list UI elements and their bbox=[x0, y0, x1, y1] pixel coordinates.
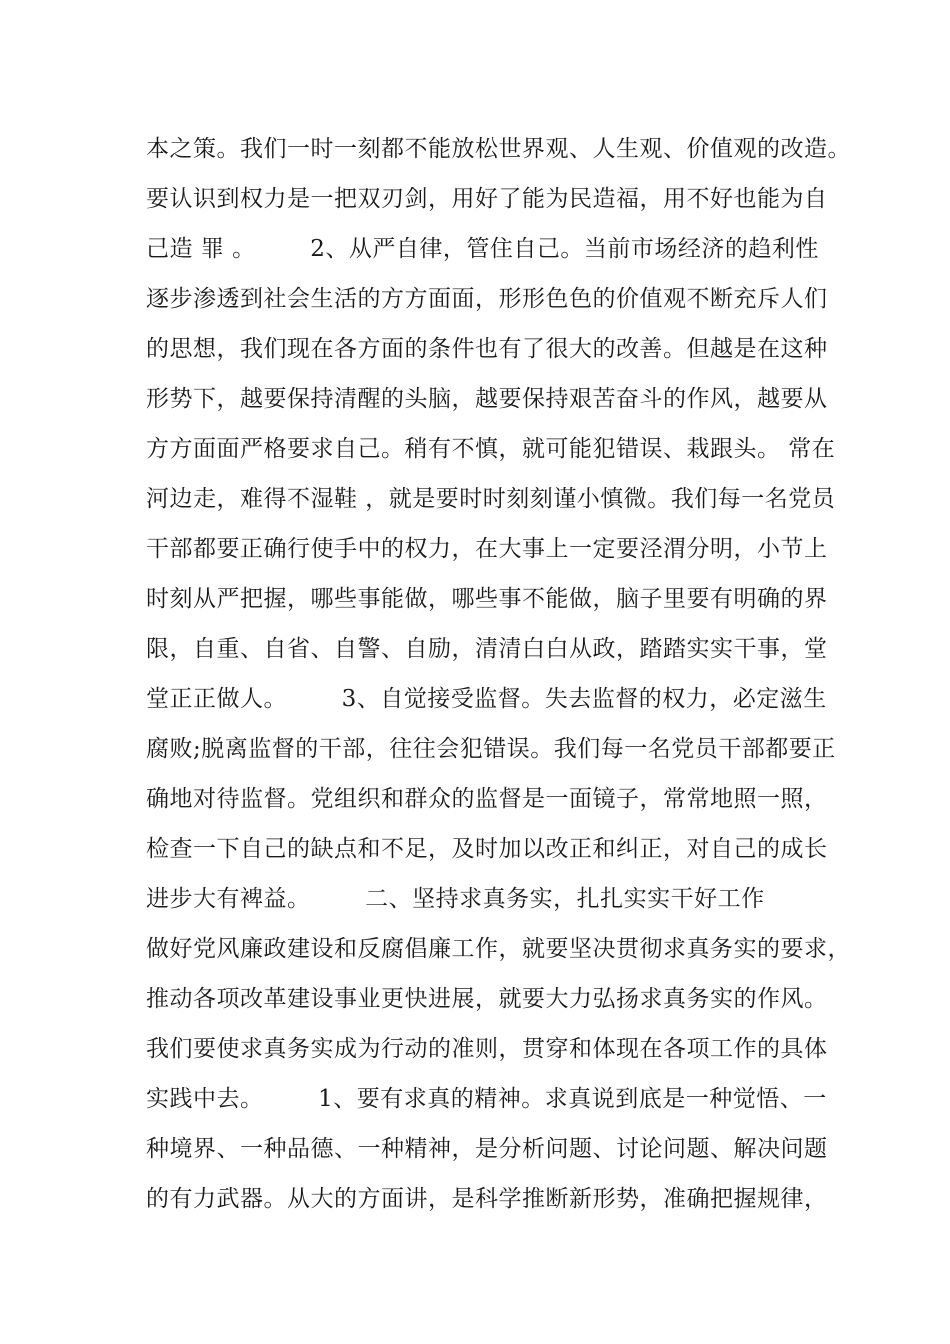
text-line: 形势下，越要保持清醒的头脑，越要保持艰苦奋斗的作风，越要从 bbox=[146, 386, 828, 412]
text-line: 实践中去。 1、要有求真的精神。求真说到底是一种觉悟、一 bbox=[146, 1086, 827, 1112]
text-line: 进步大有裨益。 二、坚持求真务实，扎扎实实干好工作 bbox=[146, 886, 765, 912]
text-line: 的思想，我们现在各方面的条件也有了很大的改善。但越是在这种 bbox=[146, 336, 828, 362]
text-line: 检查一下自己的缺点和不足，及时加以改正和纠正，对自己的成长 bbox=[146, 836, 828, 862]
text-line: 方方面面严格要求自己。稍有不慎，就可能犯错误、栽跟头。 常在 bbox=[146, 436, 836, 462]
text-line: 本之策。我们一时一刻都不能放松世界观、人生观、价值观的改造。 bbox=[146, 136, 851, 162]
text-line: 确地对待监督。党组织和群众的监督是一面镜子，常常地照一照， bbox=[146, 786, 828, 812]
text-line: 时刻从严把握，哪些事能做，哪些事不能做，脑子里要有明确的界 bbox=[146, 586, 828, 612]
text-line: 逐步渗透到社会生活的方方面面，形形色色的价值观不断充斥人们 bbox=[146, 286, 828, 312]
text-line: 腐败;脱离监督的干部，往往会犯错误。我们每一名党员干部都要正 bbox=[146, 736, 836, 762]
text-line: 做好党风廉政建设和反腐倡廉工作，就要坚决贯彻求真务实的要求， bbox=[146, 936, 851, 962]
body-text bbox=[146, 124, 851, 1224]
text-line: 限，自重、自省、自警、自励，清清白白从政，踏踏实实干事，堂 bbox=[146, 636, 828, 662]
text-line: 要认识到权力是一把双刃剑，用好了能为民造福，用不好也能为自 bbox=[146, 186, 828, 212]
text-line: 堂正正做人。 3、自觉接受监督。失去监督的权力，必定滋生 bbox=[146, 686, 827, 712]
text-line: 干部都要正确行使手中的权力，在大事上一定要泾渭分明，小节上 bbox=[146, 536, 828, 562]
text-line: 我们要使求真务实成为行动的准则，贯穿和体现在各项工作的具体 bbox=[146, 1036, 828, 1062]
text-line: 推动各项改革建设事业更快进展，就要大力弘扬求真务实的作风。 bbox=[146, 986, 828, 1012]
text-line: 的有力武器。从大的方面讲，是科学推断新形势，准确把握规律， bbox=[146, 1186, 828, 1212]
text-line: 种境界、一种品德、一种精神，是分析问题、讨论问题、解决问题 bbox=[146, 1136, 828, 1162]
text-line: 河边走，难得不湿鞋 ，就是要时时刻刻谨小慎微。我们每一名党员 bbox=[146, 486, 836, 512]
text-line: 己造 罪 。 2、从严自律，管住自己。当前市场经济的趋利性 bbox=[146, 236, 819, 262]
